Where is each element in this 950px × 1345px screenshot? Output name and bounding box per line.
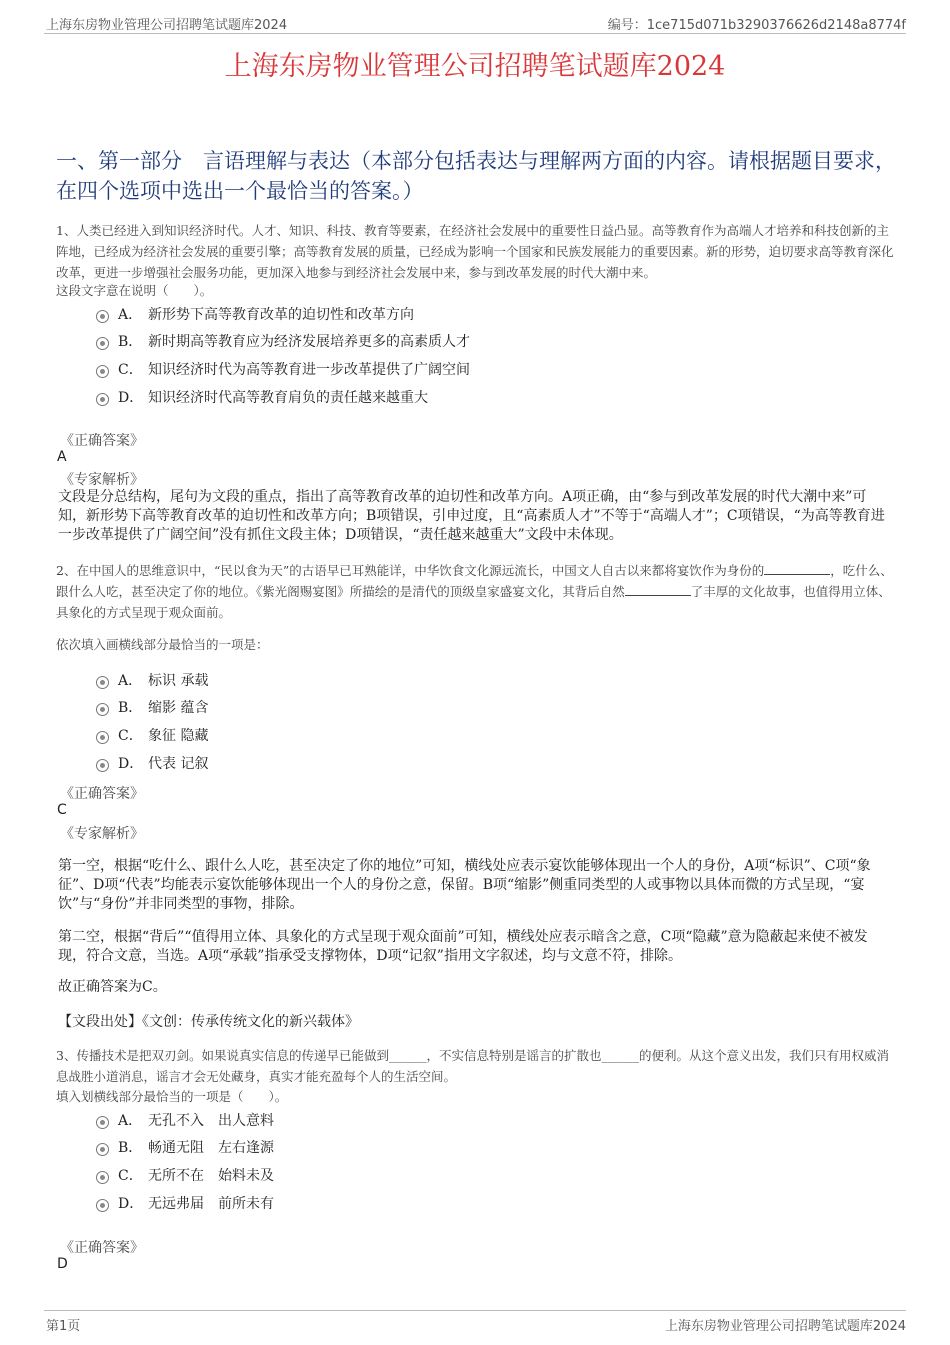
q2-text-part-3: 了丰厚的文化故事，也值得用立体、具象化的方式呈现于观众面前。 xyxy=(56,584,891,620)
page-title: 上海东房物业管理公司招聘笔试题库2024 xyxy=(224,51,726,82)
code-label: 编号： xyxy=(607,18,647,33)
option-letter: D． xyxy=(118,390,144,406)
option-text: 知识经济时代高等教育肩负的责任越来越重大 xyxy=(148,390,428,406)
option-letter: D． xyxy=(118,756,144,772)
option-text: 无远弗届 前所未有 xyxy=(148,1196,274,1212)
option-text: 畅通无阻 左右逢源 xyxy=(148,1140,274,1156)
footer-rule xyxy=(44,1310,906,1311)
option-letter: C． xyxy=(118,728,143,744)
q2-analysis-label: 《专家解析》 xyxy=(60,826,144,842)
q2-conclusion: 故正确答案为C。 xyxy=(58,979,167,995)
option-text: 无所不在 始料未及 xyxy=(148,1168,274,1184)
q3-option-b[interactable] xyxy=(96,1137,274,1157)
q2-option-a[interactable] xyxy=(96,670,208,690)
option-text: 标识 承载 xyxy=(148,673,209,689)
option-letter: A． xyxy=(118,673,143,689)
option-text: 代表 记叙 xyxy=(148,756,209,772)
option-text: 无孔不入 出人意料 xyxy=(148,1113,274,1129)
radio-icon[interactable] xyxy=(96,759,109,772)
q2-text-part-1: 2、在中国人的思维意识中，“民以食为天”的古语早已耳熟能详，中华饮食文化源远流长，中国文人自古以来都将宴饮作为身份的 xyxy=(56,563,765,578)
q2-text-part-2: ，吃什么、跟什么人吃，甚至决定了你的地位。《紫光阁赐宴图》所描绘的是清代的顶级皇家盛宴文化，其背后自然 xyxy=(56,563,893,599)
radio-icon[interactable] xyxy=(96,365,109,378)
radio-icon[interactable] xyxy=(96,1199,109,1212)
radio-icon[interactable] xyxy=(96,1143,109,1156)
section-heading: 一、第一部分 言语理解与表达（本部分包括表达与理解两方面的内容。请根据题目要求，在四个选项中选出一个最恰当的答案。） xyxy=(56,149,896,203)
option-letter: C． xyxy=(118,1168,143,1184)
option-text: 知识经济时代为高等教育进一步改革提供了广阔空间 xyxy=(148,362,470,378)
question-3-prompt: 填入划横线部分最恰当的一项是（ ）。 xyxy=(56,1089,288,1104)
radio-icon[interactable] xyxy=(96,393,109,406)
option-letter: B． xyxy=(118,334,143,350)
q1-option-b[interactable] xyxy=(96,331,470,351)
question-1-text: 1、人类已经进入到知识经济时代。人才、知识、科技、教育等要素，在经济社会发展中的重要性日益凸显。高等教育作为高端人才培养和科技创新的主阵地，已经成为经济社会发展的重要引擎；高等教育发展的质量，已经成为影响一个国家和民族发展能力的重要因素。新的形势，迫切要求高等教育深化改革，更进一步增强社会服务功能，更加深入地参与到经济社会发展中来，参与到改革发展的时代大潮中来。 xyxy=(56,223,894,280)
option-letter: B． xyxy=(118,700,143,716)
option-text: 新时期高等教育应为经济发展培养更多的高素质人才 xyxy=(148,334,470,350)
q1-analysis: 文段是分总结构，尾句为文段的重点，指出了高等教育改革的迫切性和改革方向。A项正确，由“参与到改革发展的时代大潮中来”可知，新形势下高等教育改革的迫切性和改革方向；B项错误，引申过度，且“高素质人才”不等于“高端人才”；C项错误，“为高等教育进一步改革提供了广阔空间”没有抓住文段主体；D项错误，“责任越来越重大”文段中未体现。 xyxy=(58,489,885,543)
radio-icon[interactable] xyxy=(96,676,109,689)
radio-icon[interactable] xyxy=(96,337,109,350)
fill-blank xyxy=(764,562,830,575)
q2-analysis-1: 第一空，根据“吃什么、跟什么人吃，甚至决定了你的地位”可知，横线处应表示宴饮能够体现出一个人的身份，A项“标识”、C项“象征”、D项“代表”均能表示宴饮能够体现出一个人的身份之意，保留。B项“缩影”侧重同类型的人或事物以具体而微的方式呈现，“宴饮”与“身份”并非同类型的事物，排除。 xyxy=(58,858,871,912)
option-text: 缩影 蕴含 xyxy=(148,700,209,716)
question-2-prompt: 依次填入画横线部分最恰当的一项是： xyxy=(56,637,269,652)
q2-option-c[interactable] xyxy=(96,725,208,745)
q1-option-d[interactable] xyxy=(96,387,428,407)
q1-option-a[interactable] xyxy=(96,304,414,324)
option-text: 新形势下高等教育改革的迫切性和改革方向 xyxy=(148,307,414,323)
option-letter: C． xyxy=(118,362,143,378)
q1-analysis-label: 《专家解析》 xyxy=(60,472,144,488)
q3-answer: D xyxy=(57,1256,68,1272)
header-doc-code xyxy=(608,14,906,33)
question-3-text: 3、传播技术是把双刃剑。如果说真实信息的传递早已能做到______，不实信息特别是谣言的扩散也______的便利。从这个意义出发，我们只有用权威消息战胜小道消息，谣言才会无处藏身，真实才能充盈每个人的生活空间。 xyxy=(56,1048,889,1084)
option-letter: A． xyxy=(118,1113,143,1129)
option-letter: D． xyxy=(118,1196,144,1212)
question-1-prompt: 这段文字意在说明（ ）。 xyxy=(56,283,213,298)
option-letter: B． xyxy=(118,1140,143,1156)
code-value: 1ce715d071b3290376626d2148a8774f xyxy=(646,18,906,33)
fill-blank xyxy=(625,583,691,596)
page-suffix: 页 xyxy=(67,1319,81,1334)
footer-page-number xyxy=(46,1315,80,1334)
page-prefix: 第 xyxy=(46,1319,60,1334)
option-letter: A． xyxy=(118,307,143,323)
radio-icon[interactable] xyxy=(96,1116,109,1129)
q2-option-b[interactable] xyxy=(96,697,208,717)
q2-option-d[interactable] xyxy=(96,753,208,773)
header-rule xyxy=(44,33,906,34)
radio-icon[interactable] xyxy=(96,731,109,744)
page-number: 1 xyxy=(59,1319,68,1334)
radio-icon[interactable] xyxy=(96,310,109,323)
q3-option-d[interactable] xyxy=(96,1193,274,1213)
q2-analysis-2: 第二空，根据“背后”“值得用立体、具象化的方式呈现于观众面前”可知，横线处应表示暗含之意，C项“隐藏”意为隐蔽起来使不被发现，符合文意，当选。A项“承载”指承受支撑物体，D项“记叙”指用文字叙述，均与文意不符，排除。 xyxy=(58,929,868,964)
radio-icon[interactable] xyxy=(96,1171,109,1184)
q3-option-a[interactable] xyxy=(96,1110,274,1130)
header-doc-title: 上海东房物业管理公司招聘笔试题库2024 xyxy=(46,18,288,33)
q2-source: 【文段出处】《文创：传承传统文化的新兴载体》 xyxy=(58,1014,359,1030)
q3-option-c[interactable] xyxy=(96,1165,274,1185)
footer-doc-title: 上海东房物业管理公司招聘笔试题库2024 xyxy=(664,1319,906,1334)
q1-option-c[interactable] xyxy=(96,359,470,379)
q2-answer: C xyxy=(57,802,67,818)
radio-icon[interactable] xyxy=(96,703,109,716)
option-text: 象征 隐藏 xyxy=(148,728,209,744)
q1-correct-label: 《正确答案》 xyxy=(60,433,144,449)
q3-correct-label: 《正确答案》 xyxy=(60,1240,144,1256)
q2-correct-label: 《正确答案》 xyxy=(60,786,144,802)
question-2-text xyxy=(56,560,896,623)
q1-answer: A xyxy=(57,449,67,465)
